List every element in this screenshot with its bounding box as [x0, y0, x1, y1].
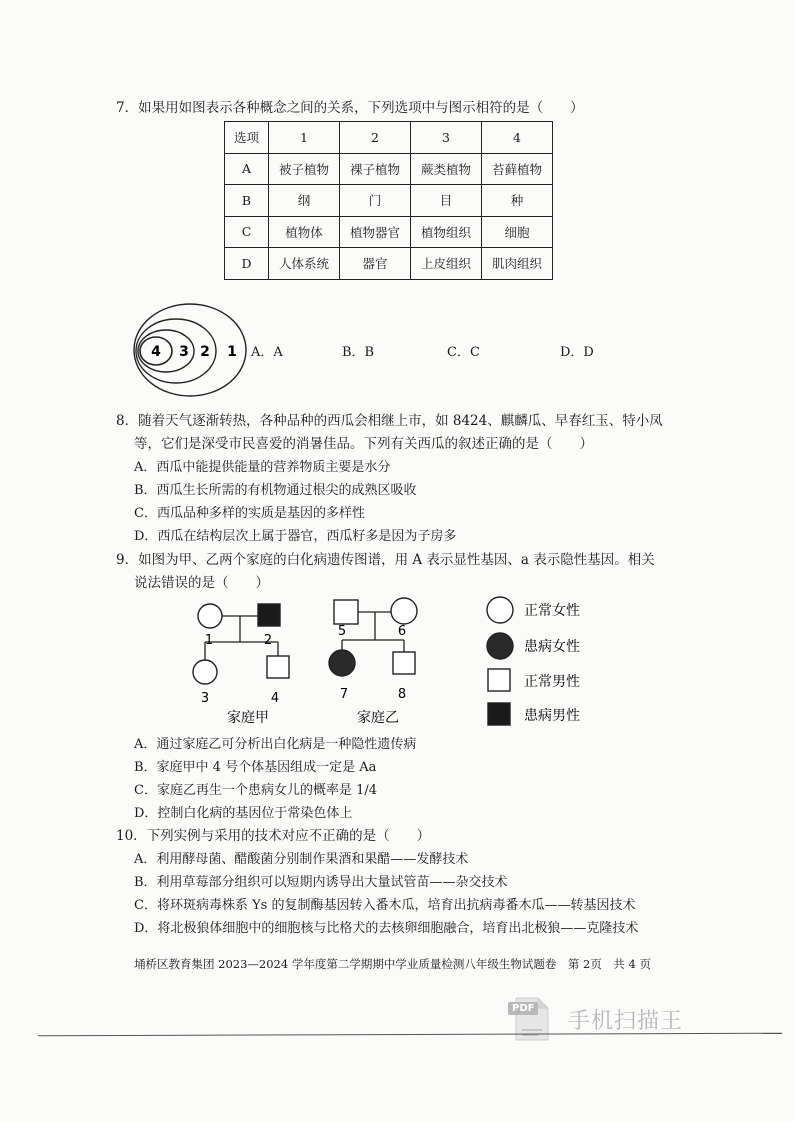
- individual-5-normal-male: [334, 600, 358, 624]
- q7-option-c[interactable]: C．C: [447, 345, 480, 360]
- table-cell: 种: [482, 185, 553, 217]
- q8-option-a[interactable]: A．西瓜中能提供能量的营养物质主要是水分: [134, 460, 391, 475]
- q8-option-d[interactable]: D．西瓜在结构层次上属于器官，西瓜籽多是因为子房多: [134, 529, 457, 544]
- legend-normal-female: 正常女性: [524, 603, 580, 619]
- q10-option-c[interactable]: C．将环斑病毒株系 Ys 的复制酶基因转入番木瓜，培育出抗病毒番木瓜——转基因技术: [134, 898, 636, 913]
- q9-option-b[interactable]: B．家庭甲中 4 号个体基因组成一定是 Aa: [134, 760, 377, 775]
- q8-option-c[interactable]: C．西瓜品种多样的实质是基因的多样性: [134, 506, 365, 521]
- q7-option-d[interactable]: D．D: [560, 345, 594, 360]
- pedigree-number-8: 8: [397, 687, 407, 702]
- table-cell: 上皮组织: [411, 248, 482, 280]
- q9-option-a[interactable]: A．通过家庭乙可分析出白化病是一种隐性遗传病: [134, 737, 417, 752]
- legend-normal-male: 正常男性: [524, 674, 580, 690]
- q8-stem-line1: 8．随着天气逐渐转热，各种品种的西瓜会相继上市，如 8424、麒麟瓜、早春红玉、特小凤: [116, 413, 663, 429]
- q10-stem: 10．下列实例与采用的技术对应不正确的是（ ）: [116, 828, 431, 844]
- table-row: [225, 185, 553, 217]
- q10-option-a[interactable]: A．利用酵母菌、醋酸菌分别制作果酒和果醋——发酵技术: [134, 852, 469, 867]
- table-cell: 纲: [269, 185, 340, 217]
- table-cell: B: [225, 185, 269, 217]
- table-cell: C: [225, 216, 269, 248]
- family-b-pedigree: [329, 598, 417, 726]
- table-cell: 4: [482, 122, 553, 154]
- circle-label-2: 2: [200, 344, 210, 360]
- pedigree-number-2: 2: [263, 633, 273, 648]
- table-cell: D: [225, 248, 269, 280]
- table-cell: 1: [269, 122, 340, 154]
- individual-3-normal-female: [193, 660, 217, 684]
- table-cell: 被子植物: [269, 153, 340, 185]
- individual-2-affected-male: [258, 604, 280, 626]
- table-row: [225, 248, 553, 280]
- table-cell: 细胞: [482, 216, 553, 248]
- pedigree-legend: [487, 597, 580, 725]
- q7-option-a[interactable]: A．A: [251, 345, 283, 360]
- q7-stem: 7．如果用如图表示各种概念之间的关系，下列选项中与图示相符的是（ ）: [116, 100, 584, 116]
- circle-label-1: 1: [227, 344, 237, 360]
- table-cell: 植物组织: [411, 216, 482, 248]
- pedigree-number-1: 1: [204, 633, 214, 648]
- individual-7-affected-female: [329, 650, 355, 676]
- table-cell: 3: [411, 122, 482, 154]
- table-cell: 植物器官: [340, 216, 411, 248]
- q9-option-c[interactable]: C．家庭乙再生一个患病女儿的概率是 1/4: [134, 783, 378, 798]
- pedigree-diagram: [160, 590, 620, 740]
- table-cell: 门: [340, 185, 411, 217]
- scanner-watermark: 手机扫描王: [568, 1009, 684, 1034]
- table-cell: 蕨类植物: [411, 153, 482, 185]
- q9-stem-line2: 说法错误的是（ ）: [134, 575, 269, 591]
- circle-label-3: 3: [179, 344, 189, 360]
- table-cell: 肌肉组织: [482, 248, 553, 280]
- pedigree-number-6: 6: [397, 624, 407, 639]
- q7-table: [224, 121, 553, 280]
- pedigree-number-7: 7: [339, 687, 349, 702]
- legend-affected-male-icon: [488, 703, 510, 725]
- q10-option-d[interactable]: D．将北极狼体细胞中的细胞核与比格犬的去核卵细胞融合，培育出北极狼——克隆技术: [134, 921, 639, 936]
- pedigree-number-5: 5: [337, 624, 347, 639]
- page-footer: 埇桥区教育集团 2023—2024 学年度第二学期期中学业质量检测八年级生物试题卷 第 2页 共 4 页: [134, 957, 651, 971]
- circle-label-4: 4: [151, 344, 161, 360]
- q7-option-b[interactable]: B．B: [342, 345, 375, 360]
- table-cell: 2: [340, 122, 411, 154]
- table-cell: 器官: [340, 248, 411, 280]
- pedigree-number-4: 4: [270, 691, 280, 706]
- table-cell: 目: [411, 185, 482, 217]
- individual-6-normal-female: [391, 598, 417, 624]
- legend-affected-female-icon: [487, 633, 513, 659]
- table-row: [225, 216, 553, 248]
- pdf-badge: PDF: [508, 1002, 538, 1015]
- individual-4-normal-male: [267, 656, 289, 678]
- individual-1-normal-female: [198, 604, 222, 628]
- nested-circles-diagram: [128, 300, 252, 400]
- legend-normal-male-icon: [488, 669, 510, 691]
- table-cell: 选项: [225, 122, 269, 154]
- family-a-label: 家庭甲: [227, 710, 269, 726]
- q8-option-b[interactable]: B．西瓜生长所需的有机物通过根尖的成熟区吸收: [134, 483, 417, 498]
- pdf-file-icon: [508, 996, 550, 1042]
- legend-affected-female: 患病女性: [524, 639, 580, 655]
- pedigree-number-3: 3: [200, 691, 210, 706]
- table-cell: 植物体: [269, 216, 340, 248]
- family-b-label: 家庭乙: [357, 710, 399, 726]
- table-cell: A: [225, 153, 269, 185]
- q8-stem-line2: 等，它们是深受市民喜爱的消暑佳品。下列有关西瓜的叙述正确的是（ ）: [134, 436, 593, 452]
- legend-affected-male: 患病男性: [524, 708, 580, 724]
- q9-stem-line1: 9．如图为甲、乙两个家庭的白化病遗传图谱，用 A 表示显性基因、a 表示隐性基因。相关: [116, 552, 655, 568]
- table-cell: 苔藓植物: [482, 153, 553, 185]
- legend-normal-female-icon: [487, 597, 513, 623]
- q9-option-d[interactable]: D．控制白化病的基因位于常染色体上: [134, 806, 353, 821]
- table-cell: 裸子植物: [340, 153, 411, 185]
- table-row: [225, 153, 553, 185]
- table-header-row: [225, 122, 553, 154]
- table-cell: 人体系统: [269, 248, 340, 280]
- individual-8-normal-male: [393, 652, 415, 674]
- family-a-pedigree: [193, 604, 289, 726]
- q10-option-b[interactable]: B．利用草莓部分组织可以短期内诱导出大量试管苗——杂交技术: [134, 875, 508, 890]
